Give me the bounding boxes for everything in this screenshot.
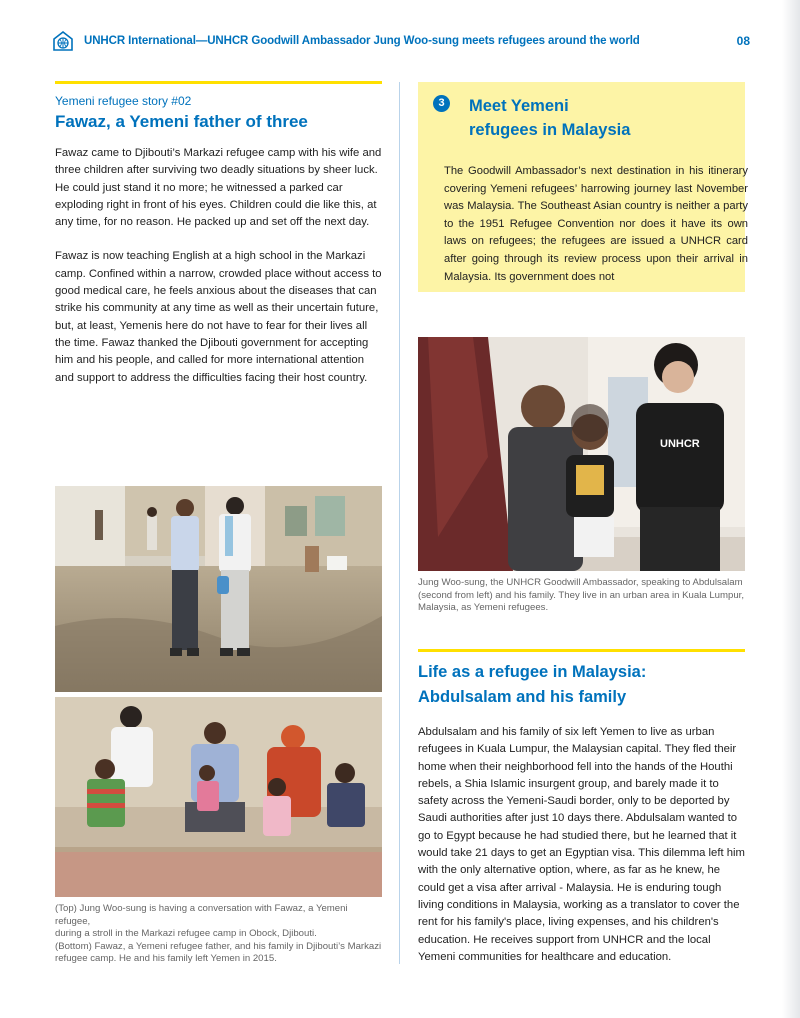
section3-title-line1: Meet Yemeni bbox=[469, 97, 569, 115]
left-yellow-rule bbox=[55, 81, 382, 84]
camp-stroll-illustration bbox=[55, 486, 382, 692]
section3-title-line2: refugees in Malaysia bbox=[469, 121, 631, 139]
section3-text: The Goodwill Ambassador’s next destination in his itinerary covering Yemeni refugees’ harrowing journey last November was Malaysia. The Southeast Asian country is neither a party to the 1951 Refugee Convention nor does it have its own laws on refugees; the refugees are issued a UNHCR card after going through its review process upon their arrival in Malaysia. Its government does not bbox=[444, 165, 748, 283]
left-body-text bbox=[55, 145, 383, 404]
abdulsalam-family-illustration bbox=[418, 337, 745, 571]
caption-line: Jung Woo-sung, the UNHCR Goodwill Ambassador, speaking to Abdulsalam bbox=[418, 577, 743, 588]
paragraph: Fawaz is now teaching English at a high school in the Markazi camp. Confined within a narrow, crowded place without access to good medical care, he feels anxious about the diseases that can strike his community at any time as well as their uncertain future, but, at least, Yemenis here do not have to fear for their lives all the time. Fawaz thanked the Djibouti government for accepting him and his people, and called for more international attention and support to address the difficulties facing their host country. bbox=[55, 250, 382, 384]
column-divider bbox=[399, 82, 400, 964]
unhcr-logo-icon bbox=[52, 30, 74, 52]
photo-fawaz-family bbox=[55, 697, 382, 897]
caption-line: Malaysia, as Yemeni refugees. bbox=[418, 602, 549, 613]
fawaz-family-illustration bbox=[55, 697, 382, 897]
left-photo-caption bbox=[55, 903, 385, 966]
story-tag: Yemeni refugee story #02 bbox=[55, 94, 192, 108]
caption-line: (Bottom) Fawaz, a Yemeni refugee father, and his family in Djibouti’s Markazi bbox=[55, 940, 382, 952]
right-photo-caption bbox=[418, 577, 750, 615]
header-title: UNHCR International—UNHCR Goodwill Ambassador Jung Woo-sung meets refugees around the world bbox=[84, 35, 640, 47]
tshirt-text: UNHCR bbox=[660, 438, 700, 450]
right-yellow-rule bbox=[418, 649, 745, 652]
life-title-line2: Abdulsalam and his family bbox=[418, 688, 627, 706]
story-title: Fawaz, a Yemeni father of three bbox=[55, 112, 308, 131]
page-header bbox=[52, 28, 750, 54]
life-section-title bbox=[418, 660, 646, 710]
photo-camp-stroll bbox=[55, 486, 382, 692]
paragraph: Fawaz came to Djibouti’s Markazi refugee camp with his wife and three children after surviving two deadly situations by sheer luck. He could just stand it no more; he witnessed a parked car exploding right in front of his eyes. Children could die like this, at any time, for no reason. He packed up and set off the next day. bbox=[55, 147, 382, 229]
section-number-badge: 3 bbox=[433, 95, 450, 112]
section3-title bbox=[469, 94, 630, 142]
page-edge-shadow bbox=[782, 0, 800, 1018]
life-title-line1: Life as a refugee in Malaysia: bbox=[418, 663, 647, 681]
caption-line: refugee camp. He and his family left Yemen in 2015. bbox=[55, 953, 277, 964]
photo-abdulsalam-family bbox=[418, 337, 745, 571]
caption-line: during a stroll in the Markazi refugee camp in Obock, Djibouti. bbox=[55, 928, 317, 939]
caption-line: (Top) Jung Woo-sung is having a conversation with Fawaz, a Yemeni refugee, bbox=[55, 903, 348, 927]
page-number: 08 bbox=[736, 34, 750, 48]
life-body-text: Abdulsalam and his family of six left Yemen to live as urban refugees in Kuala Lumpur, the Malaysian capital. They fled their home when their neighborhood fell into the hands of the Houthi rebels, a Shia Islamic insurgent group, and barely made it to safety across the Yemeni-Saudi border, only to be deported by Saudi authorities after just 10 days there. Abdulsalam wanted to go to Egypt because he had studied there, but he learned that it would take 21 days to get an Egyptian visa. This dilemma left him with the only alternative option, where, as far as he knew, he could get a visa after arrival - Malaysia. He is enduring tough living conditions in Malaysia, working as a translator to cover the rent for his family's place, living expenses, and his children's education. He receives support from UNHCR and the local Yemeni communities for healthcare and education. bbox=[418, 726, 745, 963]
caption-line: (second from left) and his family. They live in an urban area in Kuala Lumpur, bbox=[418, 589, 744, 601]
